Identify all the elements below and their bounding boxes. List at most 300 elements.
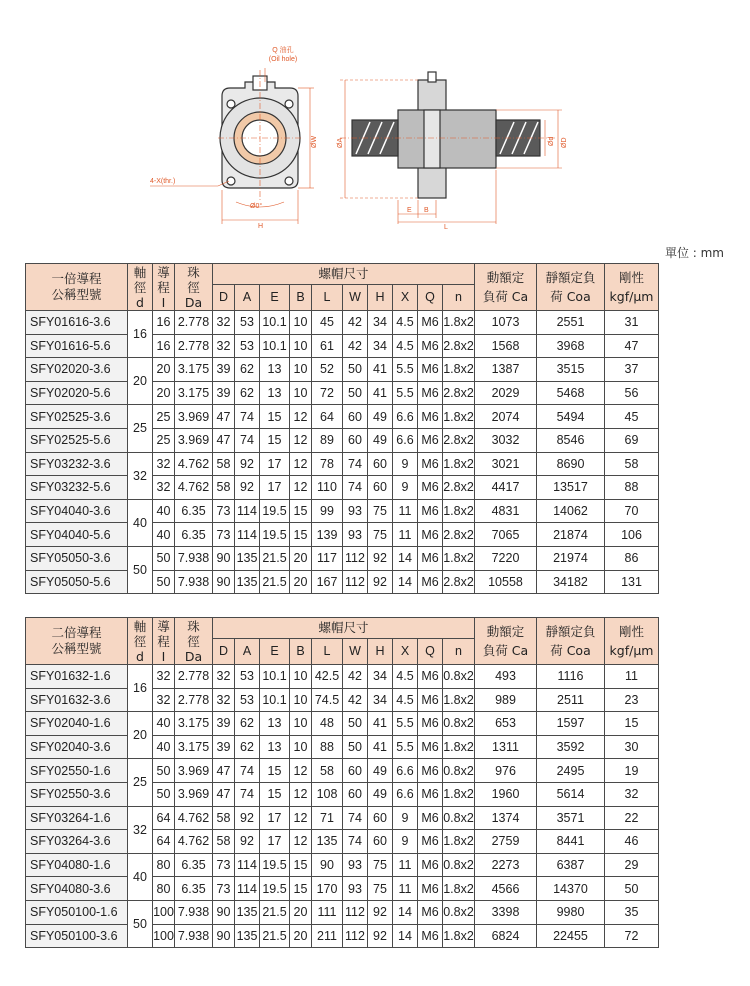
ball-diameter-cell: 6.35 xyxy=(175,523,213,547)
rigidity-cell: 88 xyxy=(605,476,659,500)
h-cell: 60 xyxy=(368,476,393,500)
rigidity-header: 剛性 kgf/µm xyxy=(605,618,659,665)
table-row xyxy=(26,877,659,901)
ball-diameter-cell: 2.778 xyxy=(175,688,213,712)
table-row xyxy=(26,546,659,570)
dynamic-load-cell: 2759 xyxy=(475,830,537,854)
dynamic-load-cell: 1960 xyxy=(475,782,537,806)
dynamic-load-cell: 1374 xyxy=(475,806,537,830)
l-cell: 74.5 xyxy=(312,688,343,712)
d-cell: 47 xyxy=(213,405,235,429)
model-cell: SFY02040-1.6 xyxy=(26,712,128,736)
ball-diameter-cell: 2.778 xyxy=(175,311,213,335)
oil-hole-label-en: (Oil hole) xyxy=(268,56,298,63)
ball-nut-drawing xyxy=(0,0,750,240)
model-cell: SFY02525-3.6 xyxy=(26,405,128,429)
h-cell: 60 xyxy=(368,806,393,830)
b-cell: 12 xyxy=(290,405,312,429)
q-cell: M6 xyxy=(418,924,443,948)
l-cell: 99 xyxy=(312,499,343,523)
w-cell: 74 xyxy=(343,806,368,830)
l-cell: 58 xyxy=(312,759,343,783)
ball-diameter-cell: 3.969 xyxy=(175,782,213,806)
x-cell: 6.6 xyxy=(393,405,418,429)
table-row xyxy=(26,759,659,783)
q-cell: M6 xyxy=(418,358,443,382)
l-cell: 61 xyxy=(312,334,343,358)
nut-col-header-b: B xyxy=(290,285,312,311)
b-cell: 12 xyxy=(290,476,312,500)
rigidity-header: 剛性 kgf/µm xyxy=(605,264,659,311)
shaft-diameter-cell: 40 xyxy=(128,853,153,900)
nut-col-header-q: Q xyxy=(418,639,443,665)
n-cell: 1.8x2 xyxy=(443,358,475,382)
e-cell: 15 xyxy=(260,405,290,429)
e-cell: 17 xyxy=(260,830,290,854)
ball-diameter-cell: 3.969 xyxy=(175,405,213,429)
rigidity-cell: 86 xyxy=(605,546,659,570)
model-cell: SFY050100-1.6 xyxy=(26,900,128,924)
d-cell: 73 xyxy=(213,523,235,547)
e-cell: 13 xyxy=(260,712,290,736)
rigidity-cell: 23 xyxy=(605,688,659,712)
lead-cell: 32 xyxy=(153,452,175,476)
q-cell: M6 xyxy=(418,759,443,783)
model-cell: SFY01616-3.6 xyxy=(26,311,128,335)
nut-col-header-l: L xyxy=(312,285,343,311)
d-cell: 90 xyxy=(213,570,235,594)
h-cell: 92 xyxy=(368,924,393,948)
table-row xyxy=(26,806,659,830)
w-cell: 93 xyxy=(343,499,368,523)
static-load-cell: 1116 xyxy=(537,665,605,689)
dynamic-load-cell: 1387 xyxy=(475,358,537,382)
d-cell: 73 xyxy=(213,877,235,901)
e-cell: 15 xyxy=(260,428,290,452)
d-cell: 58 xyxy=(213,830,235,854)
x-cell: 11 xyxy=(393,499,418,523)
a-cell: 53 xyxy=(235,665,260,689)
w-cell: 74 xyxy=(343,830,368,854)
nut-col-header-x: X xyxy=(393,285,418,311)
q-cell: M6 xyxy=(418,546,443,570)
ball-diameter-cell: 7.938 xyxy=(175,546,213,570)
dynamic-load-cell: 976 xyxy=(475,759,537,783)
static-load-cell: 3592 xyxy=(537,735,605,759)
table-row xyxy=(26,900,659,924)
dynamic-load-cell: 10558 xyxy=(475,570,537,594)
e-cell: 15 xyxy=(260,782,290,806)
lead-cell: 80 xyxy=(153,853,175,877)
static-load-header: 靜額定負 荷 Coa xyxy=(537,264,605,311)
e-cell: 21.5 xyxy=(260,570,290,594)
d-cell: 32 xyxy=(213,665,235,689)
b-cell: 10 xyxy=(290,381,312,405)
b-cell: 10 xyxy=(290,311,312,335)
l-cell: 88 xyxy=(312,735,343,759)
e-cell: 13 xyxy=(260,735,290,759)
static-load-cell: 3515 xyxy=(537,358,605,382)
w-cell: 42 xyxy=(343,665,368,689)
l-cell: 167 xyxy=(312,570,343,594)
ball-diameter-cell: 6.35 xyxy=(175,499,213,523)
n-cell: 1.8x2 xyxy=(443,924,475,948)
b-cell: 12 xyxy=(290,759,312,783)
static-load-cell: 2495 xyxy=(537,759,605,783)
model-cell: SFY03232-3.6 xyxy=(26,452,128,476)
w-cell: 42 xyxy=(343,334,368,358)
rigidity-cell: 56 xyxy=(605,381,659,405)
dynamic-load-cell: 1073 xyxy=(475,311,537,335)
static-load-cell: 21874 xyxy=(537,523,605,547)
a-dimension-label: ØA xyxy=(337,137,344,148)
a-cell: 92 xyxy=(235,476,260,500)
shaft-diameter-cell: 32 xyxy=(128,806,153,853)
b-cell: 20 xyxy=(290,900,312,924)
shaft-diameter-header: 軸 徑 d xyxy=(128,618,153,665)
a-cell: 135 xyxy=(235,900,260,924)
l-cell: 48 xyxy=(312,712,343,736)
a-cell: 92 xyxy=(235,452,260,476)
e-dimension-label: E xyxy=(407,207,412,214)
lead-cell: 32 xyxy=(153,688,175,712)
q-cell: M6 xyxy=(418,830,443,854)
e-cell: 10.1 xyxy=(260,665,290,689)
pitch-diameter-label: Ød xyxy=(548,136,555,146)
x-cell: 6.6 xyxy=(393,428,418,452)
l-cell: 89 xyxy=(312,428,343,452)
e-cell: 10.1 xyxy=(260,334,290,358)
table-row xyxy=(26,735,659,759)
rigidity-cell: 50 xyxy=(605,877,659,901)
q-cell: M6 xyxy=(418,452,443,476)
w-cell: 60 xyxy=(343,782,368,806)
l-cell: 42.5 xyxy=(312,665,343,689)
shaft-diameter-cell: 40 xyxy=(128,499,153,546)
lead-cell: 50 xyxy=(153,759,175,783)
d-cell: 58 xyxy=(213,806,235,830)
w-cell: 112 xyxy=(343,924,368,948)
model-header: 一倍導程 公稱型號 xyxy=(26,264,128,311)
dynamic-load-cell: 4566 xyxy=(475,877,537,901)
h-cell: 41 xyxy=(368,381,393,405)
q-cell: M6 xyxy=(418,735,443,759)
rigidity-cell: 46 xyxy=(605,830,659,854)
dynamic-load-header: 動額定 負荷 Ca xyxy=(475,264,537,311)
static-load-cell: 8546 xyxy=(537,428,605,452)
lead-cell: 40 xyxy=(153,523,175,547)
q-cell: M6 xyxy=(418,853,443,877)
d-cell: 58 xyxy=(213,452,235,476)
n-cell: 2.8x2 xyxy=(443,381,475,405)
ball-diameter-cell: 3.175 xyxy=(175,735,213,759)
h-cell: 49 xyxy=(368,428,393,452)
model-cell: SFY03264-1.6 xyxy=(26,806,128,830)
a-cell: 62 xyxy=(235,381,260,405)
b-cell: 15 xyxy=(290,877,312,901)
rigidity-cell: 69 xyxy=(605,428,659,452)
table-row xyxy=(26,358,659,382)
dynamic-load-cell: 1568 xyxy=(475,334,537,358)
model-cell: SFY02550-1.6 xyxy=(26,759,128,783)
x-cell: 6.6 xyxy=(393,782,418,806)
w-cell: 50 xyxy=(343,712,368,736)
a-cell: 92 xyxy=(235,830,260,854)
q-cell: M6 xyxy=(418,476,443,500)
dynamic-load-cell: 653 xyxy=(475,712,537,736)
b-cell: 10 xyxy=(290,334,312,358)
model-cell: SFY02040-3.6 xyxy=(26,735,128,759)
lead-cell: 64 xyxy=(153,830,175,854)
nut-col-header-n: n xyxy=(443,285,475,311)
rigidity-cell: 37 xyxy=(605,358,659,382)
static-load-cell: 13517 xyxy=(537,476,605,500)
unit-label: 單位 : mm xyxy=(664,246,724,260)
x-cell: 6.6 xyxy=(393,759,418,783)
b-cell: 20 xyxy=(290,570,312,594)
h-dimension-label: H xyxy=(258,223,264,230)
ball-diameter-cell: 6.35 xyxy=(175,877,213,901)
w-cell: 50 xyxy=(343,735,368,759)
n-cell: 1.8x2 xyxy=(443,735,475,759)
h-cell: 34 xyxy=(368,311,393,335)
e-cell: 13 xyxy=(260,358,290,382)
w-cell: 60 xyxy=(343,405,368,429)
table-row xyxy=(26,311,659,335)
dynamic-load-cell: 7220 xyxy=(475,546,537,570)
x-cell: 5.5 xyxy=(393,358,418,382)
ball-diameter-cell: 6.35 xyxy=(175,853,213,877)
lead-cell: 25 xyxy=(153,405,175,429)
d-dimension-label: ØD xyxy=(561,137,568,148)
b-cell: 10 xyxy=(290,688,312,712)
ball-diameter-cell: 3.175 xyxy=(175,381,213,405)
dynamic-load-cell: 7065 xyxy=(475,523,537,547)
a-cell: 62 xyxy=(235,712,260,736)
l-cell: 111 xyxy=(312,900,343,924)
table-row xyxy=(26,924,659,948)
lead-cell: 64 xyxy=(153,806,175,830)
table-row xyxy=(26,853,659,877)
x-cell: 5.5 xyxy=(393,712,418,736)
e-cell: 10.1 xyxy=(260,311,290,335)
model-cell: SFY05050-3.6 xyxy=(26,546,128,570)
a-cell: 62 xyxy=(235,358,260,382)
l-cell: 108 xyxy=(312,782,343,806)
rigidity-cell: 31 xyxy=(605,311,659,335)
model-cell: SFY04080-1.6 xyxy=(26,853,128,877)
shaft-diameter-cell: 25 xyxy=(128,759,153,806)
static-load-cell: 6387 xyxy=(537,853,605,877)
q-cell: M6 xyxy=(418,806,443,830)
dynamic-load-cell: 2074 xyxy=(475,405,537,429)
a-cell: 53 xyxy=(235,334,260,358)
ball-diameter-cell: 3.175 xyxy=(175,358,213,382)
w-cell: 93 xyxy=(343,877,368,901)
a-cell: 135 xyxy=(235,924,260,948)
lead-cell: 100 xyxy=(153,924,175,948)
q-cell: M6 xyxy=(418,499,443,523)
dynamic-load-cell: 6824 xyxy=(475,924,537,948)
x-cell: 5.5 xyxy=(393,381,418,405)
static-load-cell: 3968 xyxy=(537,334,605,358)
oil-hole-label-cn: Q 油孔 xyxy=(272,47,294,54)
l-cell: 90 xyxy=(312,853,343,877)
b-cell: 12 xyxy=(290,452,312,476)
table-row xyxy=(26,688,659,712)
lead-cell: 50 xyxy=(153,570,175,594)
x-cell: 14 xyxy=(393,900,418,924)
n-cell: 0.8x2 xyxy=(443,900,475,924)
b-cell: 12 xyxy=(290,830,312,854)
nut-col-header-w: W xyxy=(343,285,368,311)
nut-col-header-h: H xyxy=(368,285,393,311)
a-cell: 74 xyxy=(235,782,260,806)
w-cell: 50 xyxy=(343,381,368,405)
d-cell: 39 xyxy=(213,712,235,736)
rigidity-cell: 32 xyxy=(605,782,659,806)
angle-label: Ø0° xyxy=(250,203,263,210)
q-cell: M6 xyxy=(418,381,443,405)
q-cell: M6 xyxy=(418,900,443,924)
q-cell: M6 xyxy=(418,712,443,736)
ball-diameter-cell: 7.938 xyxy=(175,924,213,948)
w-cell: 60 xyxy=(343,428,368,452)
d-cell: 90 xyxy=(213,900,235,924)
w-cell: 50 xyxy=(343,358,368,382)
lead-cell: 32 xyxy=(153,665,175,689)
rigidity-cell: 19 xyxy=(605,759,659,783)
d-cell: 32 xyxy=(213,688,235,712)
lead-cell: 40 xyxy=(153,499,175,523)
flange-front-view xyxy=(218,70,302,200)
h-cell: 92 xyxy=(368,570,393,594)
e-cell: 19.5 xyxy=(260,877,290,901)
n-cell: 1.8x2 xyxy=(443,452,475,476)
ball-diameter-cell: 4.762 xyxy=(175,452,213,476)
e-cell: 21.5 xyxy=(260,546,290,570)
x-cell: 14 xyxy=(393,924,418,948)
d-cell: 90 xyxy=(213,546,235,570)
e-cell: 10.1 xyxy=(260,688,290,712)
b-cell: 10 xyxy=(290,735,312,759)
table-row xyxy=(26,499,659,523)
x-cell: 11 xyxy=(393,523,418,547)
rigidity-cell: 15 xyxy=(605,712,659,736)
h-cell: 41 xyxy=(368,712,393,736)
table-row xyxy=(26,428,659,452)
n-cell: 1.8x2 xyxy=(443,499,475,523)
ball-diameter-cell: 7.938 xyxy=(175,570,213,594)
b-cell: 15 xyxy=(290,523,312,547)
table-row xyxy=(26,712,659,736)
h-cell: 92 xyxy=(368,900,393,924)
e-cell: 19.5 xyxy=(260,853,290,877)
rigidity-cell: 29 xyxy=(605,853,659,877)
rigidity-cell: 11 xyxy=(605,665,659,689)
rigidity-cell: 106 xyxy=(605,523,659,547)
n-cell: 2.8x2 xyxy=(443,428,475,452)
d-cell: 39 xyxy=(213,358,235,382)
e-cell: 17 xyxy=(260,452,290,476)
x-cell: 9 xyxy=(393,476,418,500)
dynamic-load-cell: 2273 xyxy=(475,853,537,877)
x-cell: 9 xyxy=(393,830,418,854)
x-cell: 9 xyxy=(393,452,418,476)
nut-col-header-x: X xyxy=(393,639,418,665)
model-cell: SFY01616-5.6 xyxy=(26,334,128,358)
b-cell: 12 xyxy=(290,428,312,452)
q-cell: M6 xyxy=(418,311,443,335)
lead-cell: 100 xyxy=(153,900,175,924)
static-load-cell: 9980 xyxy=(537,900,605,924)
ball-diameter-cell: 3.175 xyxy=(175,712,213,736)
nut-col-header-b: B xyxy=(290,639,312,665)
rigidity-cell: 131 xyxy=(605,570,659,594)
q-cell: M6 xyxy=(418,334,443,358)
table-row xyxy=(26,665,659,689)
dynamic-load-header: 動額定 負荷 Ca xyxy=(475,618,537,665)
static-load-cell: 5468 xyxy=(537,381,605,405)
b-cell: 10 xyxy=(290,358,312,382)
dynamic-load-cell: 3398 xyxy=(475,900,537,924)
model-cell: SFY02525-5.6 xyxy=(26,428,128,452)
ball-diameter-cell: 7.938 xyxy=(175,900,213,924)
static-load-cell: 3571 xyxy=(537,806,605,830)
h-cell: 60 xyxy=(368,830,393,854)
e-cell: 17 xyxy=(260,806,290,830)
lead-cell: 32 xyxy=(153,476,175,500)
d-cell: 47 xyxy=(213,759,235,783)
nut-col-header-d: D xyxy=(213,639,235,665)
d-cell: 58 xyxy=(213,476,235,500)
shaft-diameter-cell: 16 xyxy=(128,665,153,712)
x-cell: 4.5 xyxy=(393,665,418,689)
table-row xyxy=(26,782,659,806)
lead-header: 導 程 I xyxy=(153,264,175,311)
a-cell: 74 xyxy=(235,428,260,452)
h-cell: 49 xyxy=(368,782,393,806)
lead-cell: 40 xyxy=(153,735,175,759)
h-cell: 75 xyxy=(368,877,393,901)
n-cell: 0.8x2 xyxy=(443,665,475,689)
dynamic-load-cell: 3021 xyxy=(475,452,537,476)
e-cell: 19.5 xyxy=(260,499,290,523)
a-cell: 62 xyxy=(235,735,260,759)
d-cell: 32 xyxy=(213,334,235,358)
shaft-diameter-header: 軸 徑 d xyxy=(128,264,153,311)
h-cell: 92 xyxy=(368,546,393,570)
e-cell: 13 xyxy=(260,381,290,405)
x-cell: 14 xyxy=(393,546,418,570)
h-cell: 60 xyxy=(368,452,393,476)
rigidity-cell: 70 xyxy=(605,499,659,523)
b-cell: 20 xyxy=(290,546,312,570)
static-load-cell: 14370 xyxy=(537,877,605,901)
a-cell: 114 xyxy=(235,499,260,523)
d-cell: 32 xyxy=(213,311,235,335)
ball-diameter-cell: 2.778 xyxy=(175,665,213,689)
n-cell: 1.8x2 xyxy=(443,311,475,335)
lead-cell: 16 xyxy=(153,334,175,358)
x-cell: 4.5 xyxy=(393,688,418,712)
lead-cell: 80 xyxy=(153,877,175,901)
w-cell: 42 xyxy=(343,311,368,335)
table-row xyxy=(26,452,659,476)
static-load-cell: 2511 xyxy=(537,688,605,712)
h-cell: 75 xyxy=(368,523,393,547)
n-cell: 1.8x2 xyxy=(443,830,475,854)
